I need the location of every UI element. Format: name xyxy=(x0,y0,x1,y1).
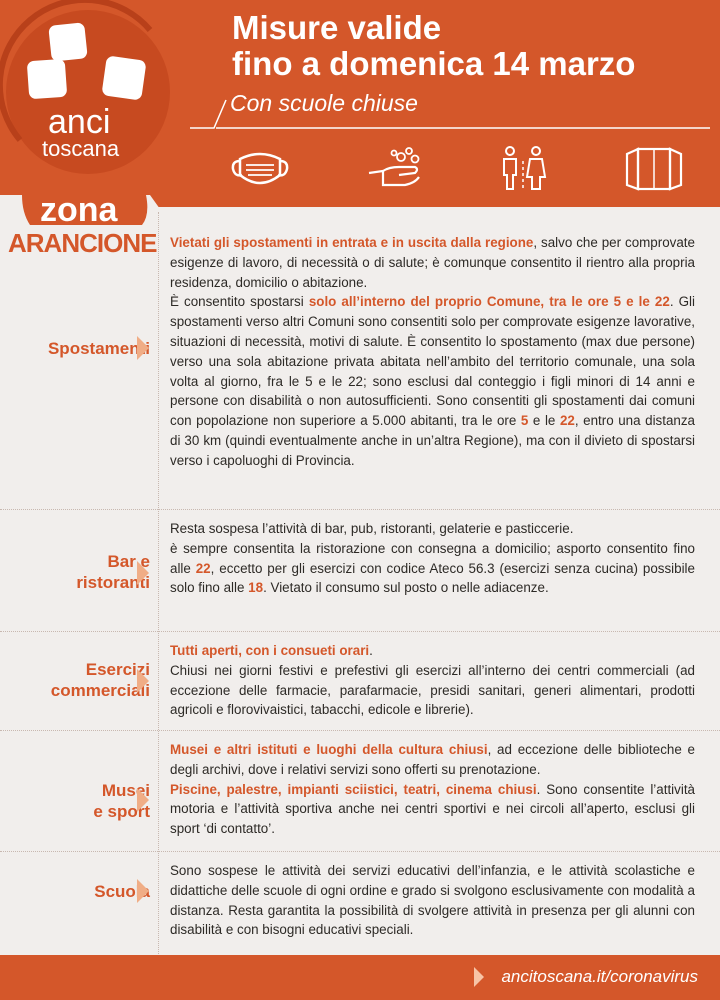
logo-text-toscana: toscana xyxy=(42,136,120,161)
hand-washing-icon xyxy=(365,145,425,193)
highlight-text: solo all’interno del proprio Comune, tra le ore 5 e le 22 xyxy=(308,294,670,310)
measures-list xyxy=(0,207,720,955)
body-text: e le xyxy=(528,413,560,429)
chevron-right-icon xyxy=(474,967,484,987)
header-banner xyxy=(0,0,720,207)
body-text: Resta sospesa l’attività di bar, pub, ristoranti, gelaterie e pasticcerie. xyxy=(170,521,574,536)
title-line-2: fino a domenica 14 marzo xyxy=(232,45,636,82)
chevron-right-icon xyxy=(137,879,149,903)
highlight-text: Piscine, palestre, impianti sciistici, teatri, cinema chiusi xyxy=(170,781,537,797)
page-subtitle: Con scuole chiuse xyxy=(230,90,418,116)
section-text-scuola xyxy=(170,861,695,940)
open-window-icon xyxy=(624,145,684,193)
body-text: Sono sospese le attività dei servizi educativi dell’infanzia, e le attività scolastiche e didattiche delle scuole di ogni ordine e grado si svolgono esclusivamente con modalità a distanza. Resta garantita la possibilità di svolgere attività in presenza per gli alunni con disabilità e con bisogni educativi speciali. xyxy=(170,863,695,938)
highlight-text: 18 xyxy=(248,580,264,596)
footer-bar xyxy=(0,955,720,1000)
section-label-line: commerciali xyxy=(50,681,150,700)
body-text: . Sono consentite l’attività motoria e l’attività sportiva anche nei centri sportivi e nei circoli all’aperto, esclusi gli sport ‘di contatto’. xyxy=(170,781,695,837)
title-line-1: Misure valide xyxy=(232,9,442,46)
zone-color-name: ARANCIONE xyxy=(8,228,157,258)
section-label-line: ristoranti xyxy=(76,573,150,592)
mask-icon xyxy=(230,145,290,193)
body-text: , ad eccezione delle biblioteche e degli archivi, dove i relativi servizi sono offerti su prenotazione. xyxy=(170,742,695,777)
section-label-line: Bar e xyxy=(107,552,150,571)
people-distance-icon xyxy=(497,145,549,193)
logo-text-anci: anci xyxy=(48,103,111,141)
section-text-musei xyxy=(170,740,695,839)
body-text: . Gli spostamenti verso altri Comuni sono consentiti solo per comprovate esigenze lavorative, situazioni di necessità, motivi di salute. È consentito lo spostamento (max due persone) verso una sola abitazione privata abitata nell’ambito del territorio comunale, una sola volta al giorno, fra le 5 e le 22; sono esclusi dal conteggio i figli minori di 14 anni e persone con disabilità o non autosufficienti. Sono consentiti gli spostamenti dai comuni con popolazione non superiore a 5.000 abitanti, tra le ore xyxy=(170,294,695,429)
body-text: . Vietato il consumo sul posto o nelle adiacenze. xyxy=(263,580,549,596)
highlight-text: Musei e altri istituti e luoghi della cultura chiusi xyxy=(170,742,488,757)
chevron-right-icon xyxy=(137,336,149,360)
chevron-right-icon xyxy=(137,788,149,812)
body-text: , salvo che per comprovate esigenze di lavoro, di necessità o di salute; è comunque consentito il rientro alla propria residenza, domicilio o abitazione. xyxy=(170,235,695,290)
highlight-text: Vietati gli spostamenti in entrata e in uscita dalla regione xyxy=(170,235,534,250)
zone-word: zona xyxy=(40,191,118,229)
highlight-text: 22 xyxy=(559,413,575,429)
divider xyxy=(0,730,720,731)
section-label-scuola: Scuola xyxy=(94,882,150,901)
section-label-line: Musei xyxy=(101,781,150,800)
chevron-right-icon xyxy=(137,669,149,693)
highlight-text: 22 xyxy=(195,560,211,576)
section-text-bar xyxy=(170,519,695,598)
body-text: , eccetto per gli esercizi con codice Ateco 56.3 (esercizi senza cucina) possibile solo fino alle xyxy=(170,560,695,596)
section-text-spostamenti xyxy=(170,233,695,471)
section-label-line: Esercizi xyxy=(85,660,150,679)
divider xyxy=(0,509,720,510)
divider xyxy=(0,851,720,852)
chevron-right-icon xyxy=(137,561,149,585)
footer-link[interactable]: ancitoscana.it/coronavirus xyxy=(501,967,698,986)
highlight-text: Tutti aperti, con i consueti orari xyxy=(170,643,370,658)
anci-toscana-logo xyxy=(0,0,180,207)
section-text-esercizi xyxy=(170,641,695,720)
body-text: , entro una distanza di 30 km (quindi eventualmente anche in un’altra Regione), ma con il divieto di spostarsi verso i capoluoghi di Provincia. xyxy=(170,413,696,468)
body-text: Chiusi nei giorni festivi e prefestivi gli esercizi all’interno dei centri commerciali (ad eccezione delle farmacie, parafarmacie, presidi sanitari, generi alimentari, prodotti agricoli e florovivaistici, tabacchi, edicole e librerie). xyxy=(170,662,695,718)
highlight-text: 5 xyxy=(520,413,529,429)
body-text: è sempre consentita la ristorazione con consegna a domicilio; asporto consentito fino alle xyxy=(170,540,695,576)
section-label-line: e sport xyxy=(93,802,150,821)
page-title xyxy=(232,10,635,82)
divider xyxy=(0,631,720,632)
body-text: . xyxy=(369,643,373,658)
body-text: È consentito spostarsi xyxy=(170,294,309,310)
section-label-spostamenti: Spostamenti xyxy=(47,339,150,358)
section-label-esercizi xyxy=(51,659,150,701)
